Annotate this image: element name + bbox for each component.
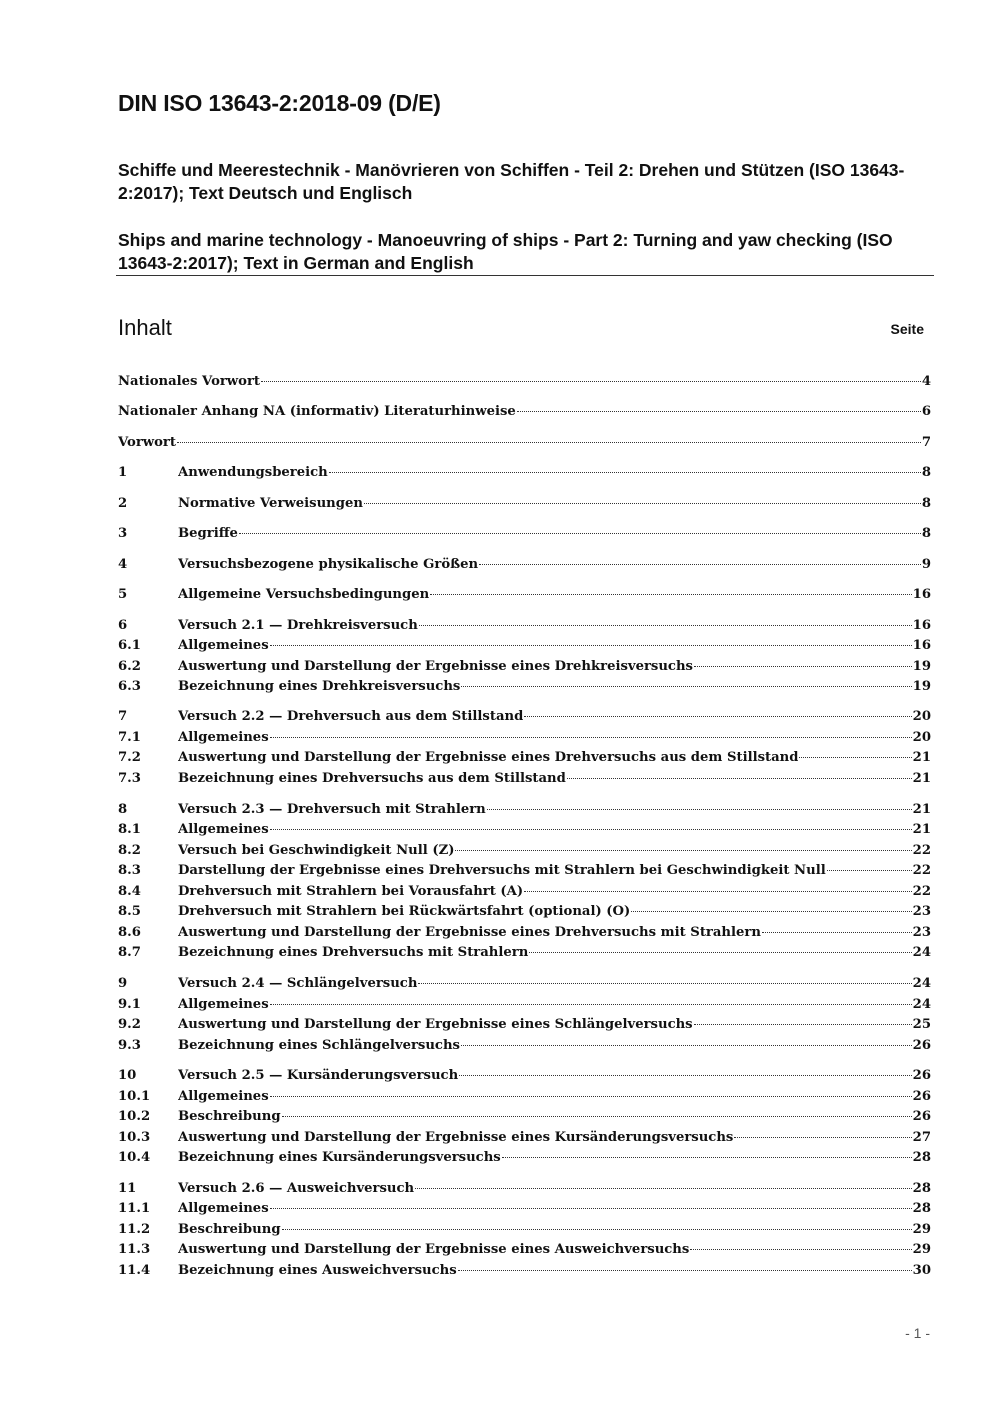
toc-entry-title: Allgemeines [178, 997, 269, 1012]
toc-entry-page: 20 [912, 730, 931, 745]
toc-dot-leader [827, 870, 912, 871]
toc-entry[interactable] [118, 1107, 931, 1127]
toc-entry[interactable] [118, 902, 931, 922]
toc-dot-leader [762, 932, 912, 933]
toc-entry[interactable] [118, 585, 931, 605]
page-number: - 1 - [905, 1325, 930, 1341]
toc-entry-title: Versuch 2.2 — Drehversuch aus dem Stillstand [178, 709, 524, 724]
toc-entry-title: Versuch 2.4 — Schlängelversuch [178, 976, 418, 991]
toc-entry-page: 21 [912, 771, 931, 786]
toc-entry-title: Auswertung und Darstellung der Ergebnisse eines Kursänderungsversuchs [178, 1130, 734, 1145]
toc-dot-leader [694, 666, 912, 667]
toc-entry[interactable] [118, 1179, 931, 1199]
toc-entry-page: 26 [912, 1038, 931, 1053]
toc-entry[interactable] [118, 616, 931, 636]
toc-entry-title: Allgemeines [178, 730, 269, 745]
toc-entry[interactable] [118, 402, 931, 422]
toc-entry-title: Bezeichnung eines Kursänderungsversuchs [178, 1150, 501, 1165]
toc-dot-leader [364, 503, 921, 504]
toc-entry-page: 25 [912, 1017, 931, 1032]
toc-entry-number: 10 [118, 1068, 137, 1083]
toc-dot-leader [524, 891, 912, 892]
toc-dot-leader [631, 911, 911, 912]
toc-dot-leader [177, 442, 921, 443]
toc-entry-page: 8 [921, 465, 931, 480]
toc-entry-number: 11.1 [118, 1201, 151, 1216]
toc-entry[interactable] [118, 800, 931, 820]
toc-entry-title: Versuch bei Geschwindigkeit Null (Z) [178, 843, 455, 858]
toc-entry-page: 30 [912, 1263, 931, 1278]
toc-entry[interactable] [118, 1128, 931, 1148]
toc-entry-number: 10.2 [118, 1109, 151, 1124]
toc-entry-page: 21 [912, 750, 931, 765]
toc-entry[interactable] [118, 923, 931, 943]
toc-entry-page: 24 [912, 997, 931, 1012]
toc-dot-leader [529, 952, 911, 953]
toc-entry-page: 24 [912, 976, 931, 991]
toc-dot-leader [282, 1229, 912, 1230]
toc-entry-title: Auswertung und Darstellung der Ergebnisse eines Ausweichversuchs [178, 1242, 690, 1257]
toc-entry-title: Bezeichnung eines Ausweichversuchs [178, 1263, 457, 1278]
toc-entry-title: Versuchsbezogene physikalische Größen [178, 557, 479, 572]
toc-dot-leader [270, 645, 912, 646]
toc-dot-leader [799, 757, 911, 758]
toc-entry-number: 2 [118, 496, 128, 511]
toc-entry-title: Auswertung und Darstellung der Ergebnisse eines Schlängelversuchs [178, 1017, 693, 1032]
toc-entry[interactable] [118, 820, 931, 840]
toc-entry-page: 21 [912, 802, 931, 817]
toc-entry-page: 19 [912, 659, 931, 674]
toc-entry[interactable] [118, 636, 931, 656]
toc-dot-leader [461, 686, 911, 687]
toc-entry-number: 6 [118, 618, 128, 633]
toc-entry-page: 16 [912, 618, 931, 633]
toc-entry[interactable] [118, 882, 931, 902]
toc-entry-title: Beschreibung [178, 1222, 281, 1237]
toc-entry-page: 7 [921, 435, 931, 450]
toc-entry-title: Bezeichnung eines Drehversuchs mit Strahlern [178, 945, 529, 960]
toc-entry[interactable] [118, 1199, 931, 1219]
toc-dot-leader [270, 1004, 912, 1005]
toc-entry-page: 4 [921, 374, 931, 389]
toc-entry-title: Versuch 2.5 — Kursänderungsversuch [178, 1068, 459, 1083]
toc-entry-number: 10.1 [118, 1089, 151, 1104]
toc-dot-leader [455, 850, 911, 851]
toc-entry-number: 7.1 [118, 730, 141, 745]
toc-entry[interactable] [118, 861, 931, 881]
document-title: DIN ISO 13643-2:2018-09 (D/E) [118, 90, 441, 116]
toc-entry-title: Auswertung und Darstellung der Ergebnisse eines Drehversuchs aus dem Stillstand [178, 750, 799, 765]
toc-entry-number: 8.5 [118, 904, 141, 919]
toc-entry-number: 7.3 [118, 771, 141, 786]
toc-entry-number: 8.1 [118, 822, 141, 837]
toc-dot-leader [270, 1208, 912, 1209]
toc-entry-number: 8.7 [118, 945, 141, 960]
toc-dot-leader [415, 1188, 912, 1189]
toc-entry[interactable] [118, 707, 931, 727]
toc-entry-title: Nationales Vorwort [118, 374, 260, 389]
toc-entry-page: 6 [921, 404, 931, 419]
toc-entry[interactable] [118, 841, 931, 861]
toc-entry-page: 24 [912, 945, 931, 960]
toc-entry-title: Versuch 2.6 — Ausweichversuch [178, 1181, 415, 1196]
toc-entry-title: Drehversuch mit Strahlern bei Vorausfahrt (A) [178, 884, 524, 899]
toc-entry-title: Allgemeines [178, 1089, 269, 1104]
toc-entry-page: 8 [921, 496, 931, 511]
toc-dot-leader [458, 1270, 912, 1271]
toc-dot-leader [524, 716, 911, 717]
toc-entry[interactable] [118, 555, 931, 575]
toc-dot-leader [239, 533, 921, 534]
toc-entry-number: 8.2 [118, 843, 141, 858]
toc-entry[interactable] [118, 1240, 931, 1260]
toc-entry[interactable] [118, 995, 931, 1015]
toc-entry-number: 6.2 [118, 659, 141, 674]
toc-dot-leader [487, 809, 912, 810]
toc-entry-number: 7.2 [118, 750, 141, 765]
toc-entry-page: 27 [912, 1130, 931, 1145]
toc-entry-title: Bezeichnung eines Drehkreisversuchs [178, 679, 461, 694]
toc-entry-title: Allgemeines [178, 638, 269, 653]
subtitle-english: Ships and marine technology - Manoeuvring of ships - Part 2: Turning and yaw checking (ISO 13643-2:2017); Text in German and English [118, 230, 893, 273]
toc-entry-number: 10.3 [118, 1130, 151, 1145]
toc-entry-number: 9.3 [118, 1038, 141, 1053]
toc-dot-leader [270, 1096, 912, 1097]
toc-entry-page: 8 [921, 526, 931, 541]
toc-entry[interactable] [118, 974, 931, 994]
toc-entry-number: 11.2 [118, 1222, 151, 1237]
toc-entry-page: 26 [912, 1068, 931, 1083]
toc-entry-number: 8 [118, 802, 128, 817]
toc-entry[interactable] [118, 1220, 931, 1240]
toc-dot-leader [517, 411, 921, 412]
toc-entry-page: 28 [912, 1181, 931, 1196]
toc-entry[interactable] [118, 748, 931, 768]
toc-entry[interactable] [118, 372, 931, 392]
subtitle-german: Schiffe und Meerestechnik - Manövrieren von Schiffen - Teil 2: Drehen und Stützen (ISO 13643-2:2017); Text Deutsch und Englisch [118, 160, 905, 203]
toc-entry-number: 6.3 [118, 679, 141, 694]
toc-entry-number: 6.1 [118, 638, 141, 653]
toc-entry-page: 22 [912, 843, 931, 858]
toc-entry-page: 29 [912, 1242, 931, 1257]
toc-entry[interactable] [118, 1148, 931, 1168]
toc-dot-leader [502, 1157, 912, 1158]
toc-entry[interactable] [118, 494, 931, 514]
toc-entry-page: 9 [921, 557, 931, 572]
toc-entry-page: 28 [912, 1150, 931, 1165]
toc-entry-number: 9 [118, 976, 128, 991]
toc-entry-number: 3 [118, 526, 128, 541]
toc-entry-title: Versuch 2.3 — Drehversuch mit Strahlern [178, 802, 486, 817]
toc-entry-number: 9.1 [118, 997, 141, 1012]
toc-entry-number: 8.4 [118, 884, 141, 899]
toc-entry-number: 11.4 [118, 1263, 151, 1278]
toc-entry-title: Allgemeines [178, 822, 269, 837]
toc-dot-leader [329, 472, 921, 473]
toc-entry[interactable] [118, 657, 931, 677]
toc-entry-number: 9.2 [118, 1017, 141, 1032]
toc-entry-number: 1 [118, 465, 128, 480]
toc-entry-page: 22 [912, 863, 931, 878]
toc-entry-title: Vorwort [118, 435, 176, 450]
toc-dot-leader [479, 564, 921, 565]
toc-dot-leader [430, 594, 911, 595]
toc-entry[interactable] [118, 677, 931, 697]
toc-entry[interactable] [118, 943, 931, 963]
toc-entry-title: Nationaler Anhang NA (informativ) Literaturhinweise [118, 404, 516, 419]
toc-entry-page: 23 [912, 925, 931, 940]
toc-dot-leader [261, 381, 921, 382]
toc-entry-title: Auswertung und Darstellung der Ergebnisse eines Drehversuchs mit Strahlern [178, 925, 761, 940]
toc-entry[interactable] [118, 1036, 931, 1056]
toc-entry-number: 7 [118, 709, 128, 724]
toc-entry-page: 16 [912, 587, 931, 602]
toc-entry[interactable] [118, 1015, 931, 1035]
toc-entry-title: Anwendungsbereich [178, 465, 328, 480]
toc-entry[interactable] [118, 1066, 931, 1086]
toc-entry-page: 20 [912, 709, 931, 724]
toc-entry-page: 16 [912, 638, 931, 653]
toc-entry-title: Bezeichnung eines Schlängelversuchs [178, 1038, 460, 1053]
toc-dot-leader [734, 1137, 911, 1138]
toc-entry[interactable] [118, 1261, 931, 1281]
toc-heading: Inhalt [118, 315, 172, 340]
toc-entry-title: Allgemeines [178, 1201, 269, 1216]
toc-entry-page: 29 [912, 1222, 931, 1237]
toc-entry[interactable] [118, 463, 931, 483]
toc-entry-page: 22 [912, 884, 931, 899]
toc-dot-leader [418, 983, 911, 984]
toc-dot-leader [567, 778, 912, 779]
toc-entry[interactable] [118, 769, 931, 789]
toc-entry-title: Versuch 2.1 — Drehkreisversuch [178, 618, 418, 633]
toc-dot-leader [690, 1249, 911, 1250]
toc-entry-page: 21 [912, 822, 931, 837]
toc-entry-number: 11 [118, 1181, 137, 1196]
toc-dot-leader [461, 1045, 912, 1046]
toc-dot-leader [419, 625, 912, 626]
toc-entry-page: 26 [912, 1089, 931, 1104]
toc-entry-number: 11.3 [118, 1242, 151, 1257]
toc-dot-leader [270, 829, 912, 830]
toc-entry-title: Beschreibung [178, 1109, 281, 1124]
toc-entry[interactable] [118, 1087, 931, 1107]
toc-entry-title: Normative Verweisungen [178, 496, 363, 511]
toc-entry-number: 8.3 [118, 863, 141, 878]
toc-entry-page: 19 [912, 679, 931, 694]
toc-entry-page: 28 [912, 1201, 931, 1216]
toc-entry-number: 5 [118, 587, 128, 602]
toc-dot-leader [282, 1116, 912, 1117]
toc-entry-title: Darstellung der Ergebnisse eines Drehversuchs mit Strahlern bei Geschwindigkeit Null [178, 863, 826, 878]
toc-entry-page: 26 [912, 1109, 931, 1124]
toc-entry[interactable] [118, 433, 931, 453]
toc-entry-title: Drehversuch mit Strahlern bei Rückwärtsfahrt (optional) (O) [178, 904, 631, 919]
toc-entry[interactable] [118, 728, 931, 748]
toc-entry-number: 8.6 [118, 925, 141, 940]
toc-dot-leader [270, 737, 912, 738]
toc-entry-title: Auswertung und Darstellung der Ergebnisse eines Drehkreisversuchs [178, 659, 693, 674]
toc-entry-title: Allgemeine Versuchsbedingungen [178, 587, 430, 602]
toc-page-column-label: Seite [890, 321, 924, 337]
toc-entry-title: Bezeichnung eines Drehversuchs aus dem Stillstand [178, 771, 566, 786]
toc-dot-leader [694, 1024, 912, 1025]
toc-entry[interactable] [118, 524, 931, 544]
toc-dot-leader [459, 1075, 911, 1076]
toc-entry-page: 23 [912, 904, 931, 919]
toc-entry-title: Begriffe [178, 526, 238, 541]
toc-entry-number: 4 [118, 557, 128, 572]
toc-entry-number: 10.4 [118, 1150, 151, 1165]
